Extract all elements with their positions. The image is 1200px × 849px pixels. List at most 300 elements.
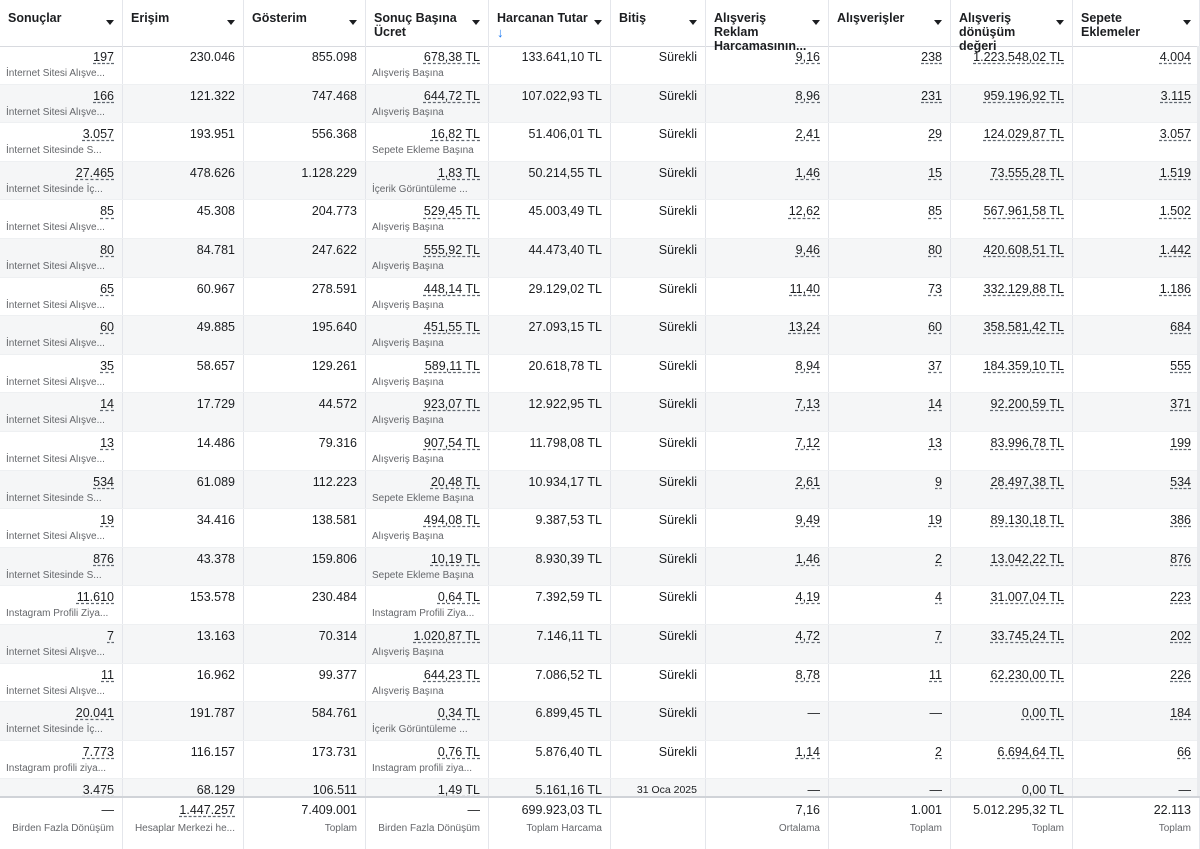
cell-value[interactable]: —: [929, 706, 942, 721]
cell-value[interactable]: 66: [1177, 744, 1191, 759]
cell-roas[interactable]: [706, 123, 829, 161]
cell-add-to-cart[interactable]: [1073, 779, 1200, 796]
cell-value[interactable]: 7,13: [795, 397, 820, 412]
cell-roas[interactable]: [706, 548, 829, 586]
cell-value[interactable]: 184: [1170, 706, 1191, 721]
cell-conversion-value[interactable]: [951, 741, 1073, 779]
cell-value[interactable]: 226: [1170, 667, 1191, 682]
cell-add-to-cart[interactable]: [1073, 471, 1200, 509]
cell-value: 107.022,93 TL: [521, 88, 602, 103]
cell-conversion-value[interactable]: [951, 509, 1073, 547]
cell-value[interactable]: 27.465: [75, 165, 114, 180]
column-header-reach[interactable]: [123, 0, 244, 46]
cell-conversion-value[interactable]: [951, 316, 1073, 354]
table-row[interactable]: [0, 162, 1200, 201]
column-header-impressions[interactable]: [244, 0, 366, 46]
cell-add-to-cart[interactable]: [1073, 162, 1200, 200]
cell-subtext: İnternet Sitesi Alışve...: [6, 415, 105, 427]
table-row[interactable]: [0, 702, 1200, 741]
cell-value[interactable]: 28.497,38 TL: [990, 474, 1064, 489]
cell-value[interactable]: 11.610: [76, 590, 114, 605]
column-header-roas[interactable]: [706, 0, 829, 53]
cell-value: 230.046: [189, 50, 235, 64]
cell-value[interactable]: 555: [1170, 358, 1191, 373]
cell-results[interactable]: [0, 123, 123, 161]
cell-value[interactable]: —: [807, 706, 820, 721]
cell-value[interactable]: 589,11 TL: [424, 358, 480, 373]
table-row[interactable]: [0, 471, 1200, 510]
table-row[interactable]: [0, 741, 1200, 780]
cell-add-to-cart[interactable]: [1073, 355, 1200, 393]
cell-purchases[interactable]: [829, 239, 951, 277]
cell-cost-per-result[interactable]: [366, 702, 489, 740]
table-row[interactable]: [0, 625, 1200, 664]
table-row[interactable]: [0, 355, 1200, 394]
cell-conversion-value[interactable]: [951, 123, 1073, 161]
cell-value[interactable]: 1,46: [795, 551, 820, 566]
table-row[interactable]: [0, 239, 1200, 278]
cell-value[interactable]: 35: [100, 358, 114, 373]
cell-roas[interactable]: [706, 46, 829, 84]
cell-value[interactable]: 65: [100, 281, 114, 296]
cell-results[interactable]: [0, 586, 123, 624]
cell-value[interactable]: 1,14: [795, 744, 820, 759]
cell-value[interactable]: 92.200,59 TL: [990, 397, 1064, 412]
cell-results[interactable]: [0, 46, 123, 84]
cell-end-date: [611, 548, 706, 586]
cell-roas[interactable]: [706, 162, 829, 200]
cell-value[interactable]: 4: [935, 590, 942, 605]
chevron-down-icon[interactable]: [812, 20, 820, 25]
cell-value[interactable]: 494,08 TL: [423, 513, 480, 528]
cell-value[interactable]: 1.223.548,02 TL: [973, 50, 1064, 64]
chevron-down-icon[interactable]: [1183, 20, 1191, 25]
cell-results[interactable]: [0, 85, 123, 123]
cell-value: Sürekli: [658, 435, 697, 450]
cell-value[interactable]: 6.694,64 TL: [997, 744, 1064, 759]
cell-value[interactable]: 8,96: [795, 88, 820, 103]
cell-value[interactable]: 8,78: [795, 667, 820, 682]
cell-reach: [123, 471, 244, 509]
cell-conversion-value[interactable]: [951, 393, 1073, 431]
table-row[interactable]: [0, 664, 1200, 703]
cell-value[interactable]: 0,00 TL: [1021, 783, 1064, 796]
cell-purchases[interactable]: [829, 46, 951, 84]
cell-purchases[interactable]: [829, 432, 951, 470]
cell-value[interactable]: 1,46: [795, 165, 820, 180]
column-header-end-date[interactable]: [611, 0, 706, 46]
cell-value[interactable]: —: [1178, 783, 1191, 796]
cell-value[interactable]: 876: [93, 551, 114, 566]
cell-amount-spent: [489, 85, 611, 123]
cell-results[interactable]: [0, 393, 123, 431]
cell-add-to-cart[interactable]: [1073, 316, 1200, 354]
cell-value[interactable]: 1,83 TL: [437, 165, 480, 180]
cell-value[interactable]: 1.442: [1159, 242, 1191, 257]
cell-roas[interactable]: [706, 664, 829, 702]
cell-value[interactable]: 567.961,58 TL: [983, 204, 1064, 219]
cell-value[interactable]: 4,72: [795, 628, 820, 643]
cell-conversion-value[interactable]: [951, 548, 1073, 586]
cell-cost-per-result[interactable]: [366, 239, 489, 277]
cell-value[interactable]: 7.773: [82, 744, 114, 759]
cell-results[interactable]: [0, 741, 123, 779]
cell-results[interactable]: [0, 625, 123, 663]
cell-add-to-cart[interactable]: [1073, 393, 1200, 431]
cell-value[interactable]: 80: [100, 242, 114, 257]
cell-value[interactable]: 0,76 TL: [437, 744, 480, 759]
cell-add-to-cart[interactable]: [1073, 239, 1200, 277]
cell-value[interactable]: 89.130,18 TL: [990, 513, 1064, 528]
cell-purchases[interactable]: [829, 779, 951, 796]
cell-value[interactable]: 4.004: [1159, 50, 1191, 64]
cell-value[interactable]: 2: [935, 744, 942, 759]
cell-value[interactable]: 62.230,00 TL: [990, 667, 1064, 682]
cell-subtext: Alışveriş Başına: [372, 415, 444, 427]
cell-value[interactable]: 0,00 TL: [1021, 706, 1064, 721]
cell-value[interactable]: 3.057: [1159, 127, 1191, 142]
cell-roas[interactable]: [706, 779, 829, 796]
cell-conversion-value[interactable]: [951, 664, 1073, 702]
cell-value[interactable]: 202: [1170, 628, 1191, 643]
cell-value[interactable]: 14: [100, 397, 114, 412]
cell-cost-per-result[interactable]: [366, 355, 489, 393]
cell-amount-spent: [489, 586, 611, 624]
cell-roas[interactable]: [706, 200, 829, 238]
cell-value[interactable]: 529,45 TL: [423, 204, 480, 219]
cell-conversion-value[interactable]: [951, 46, 1073, 84]
cell-conversion-value[interactable]: [951, 471, 1073, 509]
cell-impressions: [244, 162, 366, 200]
cell-value[interactable]: 60: [100, 320, 114, 335]
cell-cost-per-result[interactable]: [366, 46, 489, 84]
cell-roas[interactable]: [706, 316, 829, 354]
cell-value[interactable]: 386: [1170, 513, 1191, 528]
cell-results[interactable]: [0, 278, 123, 316]
cell-value[interactable]: 332.129,88 TL: [983, 281, 1064, 296]
cell-conversion-value[interactable]: [951, 200, 1073, 238]
cell-value[interactable]: 85: [928, 204, 942, 219]
cell-purchases[interactable]: [829, 586, 951, 624]
chevron-down-icon[interactable]: [594, 20, 602, 25]
cell-add-to-cart[interactable]: [1073, 509, 1200, 547]
cell-value[interactable]: 907,54 TL: [423, 435, 480, 450]
cell-value[interactable]: 9,16: [795, 50, 820, 64]
cell-value[interactable]: 80: [928, 242, 942, 257]
cell-purchases[interactable]: [829, 316, 951, 354]
cell-purchases[interactable]: [829, 162, 951, 200]
table-row[interactable]: [0, 123, 1200, 162]
cell-roas[interactable]: [706, 432, 829, 470]
table-row[interactable]: [0, 316, 1200, 355]
table-row[interactable]: [0, 548, 1200, 587]
column-header-amount-spent[interactable]: [489, 0, 611, 46]
cell-value[interactable]: 0,64 TL: [437, 590, 480, 605]
column-header-label: Alışveriş dönüşüm değeri: [959, 11, 1016, 53]
cell-results[interactable]: [0, 239, 123, 277]
column-header-conversion-value[interactable]: [951, 0, 1073, 53]
cell-results[interactable]: [0, 200, 123, 238]
cell-value[interactable]: 2,61: [795, 474, 820, 489]
cell-value[interactable]: 1,49 TL: [437, 783, 480, 796]
cell-value[interactable]: 33.745,24 TL: [990, 628, 1064, 643]
cell-cost-per-result[interactable]: [366, 509, 489, 547]
cell-cost-per-result[interactable]: [366, 316, 489, 354]
cell-add-to-cart[interactable]: [1073, 432, 1200, 470]
cell-conversion-value[interactable]: [951, 586, 1073, 624]
cell-roas[interactable]: [706, 278, 829, 316]
cell-roas[interactable]: [706, 471, 829, 509]
cell-add-to-cart[interactable]: [1073, 46, 1200, 84]
cell-value[interactable]: 124.029,87 TL: [983, 127, 1064, 142]
cell-value[interactable]: 4,19: [795, 590, 820, 605]
cell-value[interactable]: 923,07 TL: [423, 397, 480, 412]
cell-cost-per-result[interactable]: [366, 471, 489, 509]
table-row[interactable]: [0, 432, 1200, 471]
chevron-down-icon[interactable]: [106, 20, 114, 25]
cell-value[interactable]: 197: [93, 50, 114, 64]
cell-add-to-cart[interactable]: [1073, 741, 1200, 779]
cell-cost-per-result[interactable]: [366, 586, 489, 624]
cell-add-to-cart[interactable]: [1073, 278, 1200, 316]
cell-results[interactable]: [0, 548, 123, 586]
cell-conversion-value[interactable]: [951, 625, 1073, 663]
cell-value[interactable]: 13.042,22 TL: [990, 551, 1064, 566]
cell-conversion-value[interactable]: [951, 162, 1073, 200]
cell-value[interactable]: 9: [935, 474, 942, 489]
cell-results[interactable]: [0, 355, 123, 393]
cell-cost-per-result[interactable]: [366, 741, 489, 779]
cell-roas[interactable]: [706, 625, 829, 663]
cell-value[interactable]: 12,62: [788, 204, 820, 219]
footer-value: 1.001: [910, 803, 942, 817]
cell-value[interactable]: 684: [1170, 320, 1191, 335]
cell-value: 60.967: [196, 281, 235, 296]
chevron-down-icon[interactable]: [227, 20, 235, 25]
cell-add-to-cart[interactable]: [1073, 200, 1200, 238]
cell-conversion-value[interactable]: [951, 779, 1073, 796]
cell-value[interactable]: 11,40: [789, 281, 820, 296]
cell-value: Sürekli: [658, 358, 697, 373]
cell-cost-per-result[interactable]: [366, 625, 489, 663]
cell-value[interactable]: 223: [1170, 590, 1191, 605]
cell-roas[interactable]: [706, 355, 829, 393]
table-row[interactable]: [0, 586, 1200, 625]
cell-value[interactable]: 8,94: [795, 358, 820, 373]
cell-conversion-value[interactable]: [951, 355, 1073, 393]
footer-value: 7,16: [795, 803, 820, 817]
chevron-down-icon[interactable]: [349, 20, 357, 25]
table-row[interactable]: [0, 85, 1200, 124]
cell-value[interactable]: 73.555,28 TL: [990, 165, 1064, 180]
cell-value[interactable]: 371: [1170, 397, 1191, 412]
cell-roas[interactable]: [706, 741, 829, 779]
cell-results[interactable]: [0, 509, 123, 547]
cell-value[interactable]: 420.608,51 TL: [983, 242, 1064, 257]
cell-value[interactable]: 9,49: [795, 513, 820, 528]
cell-add-to-cart[interactable]: [1073, 702, 1200, 740]
cell-purchases[interactable]: [829, 278, 951, 316]
cell-value[interactable]: 20,48 TL: [430, 474, 480, 489]
cell-add-to-cart[interactable]: [1073, 85, 1200, 123]
cell-value[interactable]: 876: [1170, 551, 1191, 566]
table-row[interactable]: [0, 46, 1200, 85]
cell-value[interactable]: 3.115: [1160, 88, 1191, 103]
cell-value[interactable]: —: [929, 783, 942, 796]
cell-value[interactable]: 13: [928, 435, 942, 450]
cell-results[interactable]: [0, 432, 123, 470]
cell-conversion-value[interactable]: [951, 85, 1073, 123]
table-row[interactable]: [0, 200, 1200, 239]
chevron-down-icon[interactable]: [689, 20, 697, 25]
cell-value[interactable]: 19: [100, 513, 114, 528]
cell-value[interactable]: 60: [928, 320, 942, 335]
cell-value[interactable]: 7: [107, 628, 114, 643]
cell-value[interactable]: 184.359,10 TL: [983, 358, 1064, 373]
cell-cost-per-result[interactable]: [366, 432, 489, 470]
cell-add-to-cart[interactable]: [1073, 586, 1200, 624]
cell-value[interactable]: 15: [928, 165, 942, 180]
cell-impressions: [244, 741, 366, 779]
cell-cost-per-result[interactable]: [366, 393, 489, 431]
cell-value[interactable]: 83.996,78 TL: [990, 435, 1064, 450]
cell-purchases[interactable]: [829, 85, 951, 123]
cell-roas[interactable]: [706, 702, 829, 740]
cell-results[interactable]: [0, 702, 123, 740]
cell-roas[interactable]: [706, 586, 829, 624]
cell-value[interactable]: 13: [100, 435, 114, 450]
cell-value[interactable]: 11: [101, 667, 114, 682]
cell-purchases[interactable]: [829, 200, 951, 238]
cell-value[interactable]: 2: [935, 551, 942, 566]
cell-value[interactable]: 199: [1170, 435, 1191, 450]
cell-value[interactable]: 1.519: [1159, 165, 1191, 180]
cell-value[interactable]: 678,38 TL: [423, 50, 480, 64]
cell-roas[interactable]: [706, 509, 829, 547]
cell-results[interactable]: [0, 664, 123, 702]
chevron-down-icon[interactable]: [472, 20, 480, 25]
cell-value: Sürekli: [658, 320, 697, 335]
cell-value[interactable]: 29: [928, 127, 942, 142]
column-header-cost-per-result[interactable]: [366, 0, 489, 46]
column-header-purchases[interactable]: [829, 0, 951, 46]
cell-value[interactable]: 19: [928, 513, 942, 528]
footer-value[interactable]: 1.447.257: [179, 803, 235, 817]
table-row[interactable]: [0, 509, 1200, 548]
cell-value[interactable]: 534: [93, 474, 114, 489]
cell-value[interactable]: 1.020,87 TL: [413, 628, 480, 643]
cell-purchases[interactable]: [829, 509, 951, 547]
cell-roas[interactable]: [706, 239, 829, 277]
cell-value[interactable]: 10,19 TL: [430, 551, 480, 566]
cell-cost-per-result[interactable]: [366, 162, 489, 200]
cell-roas[interactable]: [706, 85, 829, 123]
cell-value[interactable]: 14: [928, 397, 942, 412]
cell-value[interactable]: 7,12: [795, 435, 820, 450]
cell-conversion-value[interactable]: [951, 239, 1073, 277]
cell-value: 12.922,95 TL: [528, 397, 602, 412]
cell-value[interactable]: 3.057: [82, 127, 114, 142]
cell-value[interactable]: 1.502: [1159, 204, 1191, 219]
cell-cost-per-result[interactable]: [366, 200, 489, 238]
cell-value[interactable]: 238: [921, 50, 942, 64]
table-row[interactable]: [0, 278, 1200, 317]
cell-cost-per-result[interactable]: [366, 123, 489, 161]
cell-purchases[interactable]: [829, 548, 951, 586]
cell-cost-per-result[interactable]: [366, 664, 489, 702]
cell-value[interactable]: 0,34 TL: [437, 706, 480, 721]
cell-purchases[interactable]: [829, 123, 951, 161]
cell-add-to-cart[interactable]: [1073, 548, 1200, 586]
cell-results[interactable]: [0, 162, 123, 200]
cell-conversion-value[interactable]: [951, 278, 1073, 316]
cell-add-to-cart[interactable]: [1073, 625, 1200, 663]
cell-value[interactable]: 20.041: [75, 706, 114, 721]
table-row[interactable]: [0, 779, 1200, 796]
cell-cost-per-result[interactable]: [366, 779, 489, 796]
cell-value[interactable]: 7: [935, 628, 942, 643]
chevron-down-icon[interactable]: [1056, 20, 1064, 25]
cell-value[interactable]: 448,14 TL: [423, 281, 480, 296]
cell-value[interactable]: 1.186: [1159, 281, 1191, 296]
cell-value[interactable]: 16,82 TL: [430, 127, 480, 142]
cell-value[interactable]: 9,46: [795, 242, 820, 257]
cell-value[interactable]: 11: [929, 667, 942, 682]
cell-cost-per-result[interactable]: [366, 548, 489, 586]
cell-value[interactable]: 13,24: [788, 320, 820, 335]
cell-value[interactable]: 644,23 TL: [423, 667, 480, 682]
cell-roas[interactable]: [706, 393, 829, 431]
table-row[interactable]: [0, 393, 1200, 432]
cell-conversion-value[interactable]: [951, 432, 1073, 470]
cell-purchases[interactable]: [829, 355, 951, 393]
cell-value[interactable]: 85: [100, 204, 114, 219]
cell-purchases[interactable]: [829, 702, 951, 740]
cell-value[interactable]: —: [807, 783, 820, 796]
cell-value[interactable]: 231: [921, 88, 942, 103]
cell-results[interactable]: [0, 316, 123, 354]
cell-value[interactable]: 3.475: [82, 783, 114, 796]
column-header-results[interactable]: [0, 0, 123, 46]
cell-cost-per-result[interactable]: [366, 278, 489, 316]
cell-value[interactable]: 2,41: [795, 127, 820, 142]
cell-purchases[interactable]: [829, 625, 951, 663]
cell-value[interactable]: 534: [1170, 474, 1191, 489]
cell-value[interactable]: 451,55 TL: [423, 320, 480, 335]
cell-value[interactable]: 644,72 TL: [423, 88, 480, 103]
cell-value[interactable]: 37: [928, 358, 942, 373]
cell-add-to-cart[interactable]: [1073, 123, 1200, 161]
cell-purchases[interactable]: [829, 741, 951, 779]
cell-cost-per-result[interactable]: [366, 85, 489, 123]
cell-value[interactable]: 73: [928, 281, 942, 296]
cell-conversion-value[interactable]: [951, 702, 1073, 740]
cell-purchases[interactable]: [829, 393, 951, 431]
cell-results[interactable]: [0, 471, 123, 509]
cell-value: 855.098: [311, 50, 357, 64]
cell-value[interactable]: 358.581,42 TL: [983, 320, 1064, 335]
cell-value[interactable]: 31.007,04 TL: [990, 590, 1064, 605]
column-header-add-to-cart[interactable]: [1073, 0, 1200, 46]
cell-results[interactable]: [0, 779, 123, 796]
cell-purchases[interactable]: [829, 471, 951, 509]
cell-purchases[interactable]: [829, 664, 951, 702]
cell-add-to-cart[interactable]: [1073, 664, 1200, 702]
cell-value[interactable]: 166: [93, 88, 114, 103]
cell-value[interactable]: 555,92 TL: [423, 242, 480, 257]
cell-value[interactable]: 959.196,92 TL: [983, 88, 1064, 103]
chevron-down-icon[interactable]: [934, 20, 942, 25]
